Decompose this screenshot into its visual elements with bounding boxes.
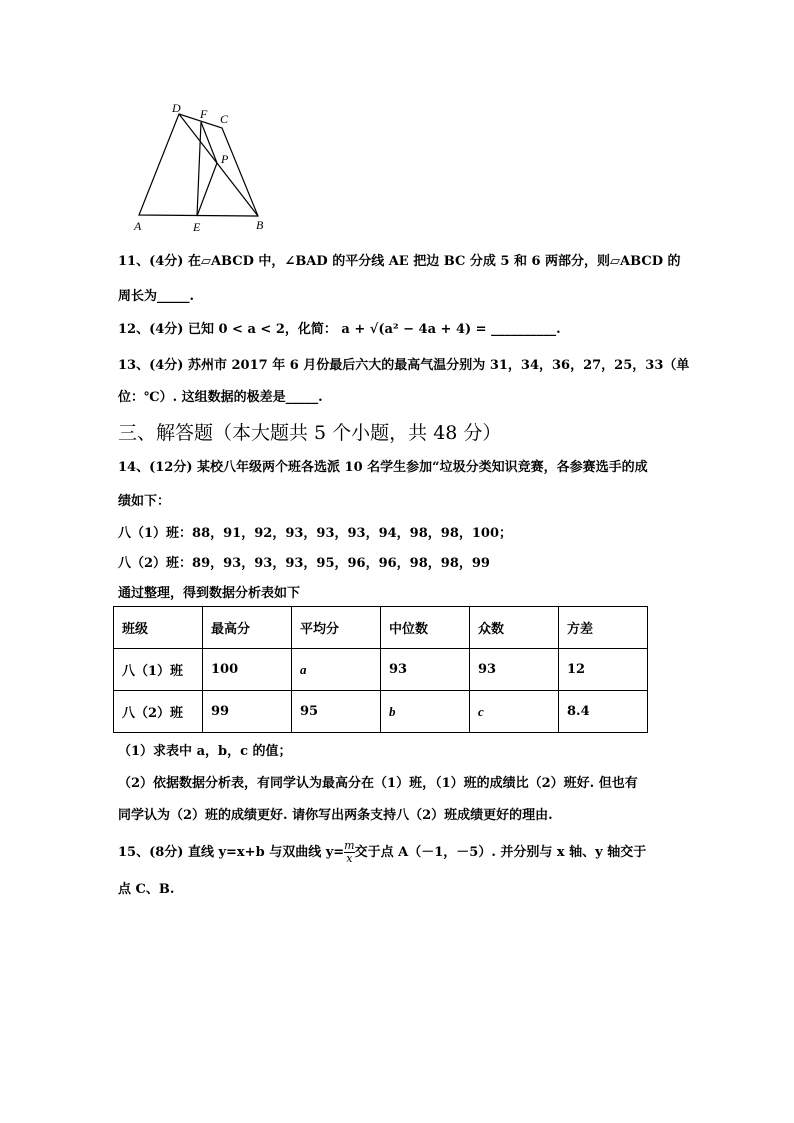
label-b: B xyxy=(256,218,264,232)
label-e: E xyxy=(193,220,201,234)
label-f: F xyxy=(200,107,208,121)
parallelogram-figure xyxy=(0,0,300,240)
table-cell: 最高分 xyxy=(203,607,292,649)
q15-text-b: 交于点 A（－1，－5）. 并分别与 x 轴、y 轴交于 xyxy=(354,845,647,860)
q14-part2-line2: 同学认为（2）班的成绩更好. 请你写出两条支持八（2）班成绩更好的理由. xyxy=(118,808,553,823)
table-cell: 100 xyxy=(203,649,292,691)
table-cell: 班级 xyxy=(114,607,203,649)
table-cell: 方差 xyxy=(559,607,648,649)
table-cell: c xyxy=(470,691,559,733)
q14-intro: 通过整理，得到数据分析表如下 xyxy=(118,586,301,601)
q15-line2: 点 C、B. xyxy=(118,882,175,897)
q13-line2: 位：℃）. 这组数据的极差是_____. xyxy=(118,390,323,405)
q11-line1: 11、(4分) 在▱ABCD 中，∠BAD 的平分线 AE 把边 BC 分成 5 和 6 两部分，则▱ABCD 的 xyxy=(118,254,681,269)
q12-text: 12、(4分) 已知 0 < a < 2，化简： a + √(a² − 4a + 4) = __________. xyxy=(118,322,561,337)
q14-line2: 绩如下： xyxy=(118,494,171,509)
q14-class2: 八（2）班：89，93，93，93，95，96，96，98，98，99 xyxy=(118,556,490,571)
fraction-numerator: m xyxy=(344,839,355,852)
table-cell: 八（1）班 xyxy=(114,649,203,691)
q13-line1: 13、(4分) 苏州市 2017 年 6 月份最后六大的最高气温分别为 31，34，36，27，25，33（单 xyxy=(118,358,690,373)
q11-line2: 周长为_____. xyxy=(118,289,195,304)
table-cell: 12 xyxy=(559,649,648,691)
label-d: D xyxy=(172,101,181,115)
section-heading: 三、解答题（本大题共 5 个小题，共 48 分） xyxy=(118,422,502,444)
table-row xyxy=(114,691,648,733)
q14-part1: （1）求表中 a，b，c 的值； xyxy=(118,744,292,759)
table-cell: a xyxy=(292,649,381,691)
table-cell: 八（2）班 xyxy=(114,691,203,733)
q15-text-a: 15、(8分) 直线 y=x+b 与双曲线 y= xyxy=(118,845,345,860)
table-cell: 93 xyxy=(470,649,559,691)
table-cell: b xyxy=(381,691,470,733)
fraction-denominator: x xyxy=(346,852,353,865)
table-cell: 8.4 xyxy=(559,691,648,733)
analysis-table xyxy=(113,606,648,733)
label-a: A xyxy=(134,219,142,233)
q14-line1: 14、(12分) 某校八年级两个班各选派 10 名学生参加“垃圾分类知识竞赛，各参赛选手的成 xyxy=(118,460,648,475)
label-p: P xyxy=(221,152,229,166)
fraction xyxy=(344,840,354,865)
table-header-row xyxy=(114,607,648,649)
table-cell: 中位数 xyxy=(381,607,470,649)
q15-line1 xyxy=(118,840,646,865)
table-cell: 众数 xyxy=(470,607,559,649)
table-cell: 93 xyxy=(381,649,470,691)
table-row xyxy=(114,649,648,691)
label-c: C xyxy=(220,112,229,126)
q14-part2-line1: （2）依据数据分析表，有同学认为最高分在（1）班，（1）班的成绩比（2）班好. 但也有 xyxy=(118,776,638,791)
table-cell: 平均分 xyxy=(292,607,381,649)
table-cell: 95 xyxy=(292,691,381,733)
table-cell: 99 xyxy=(203,691,292,733)
q14-class1: 八（1）班：88，91，92，93，93，93，94，98，98，100； xyxy=(118,526,512,541)
